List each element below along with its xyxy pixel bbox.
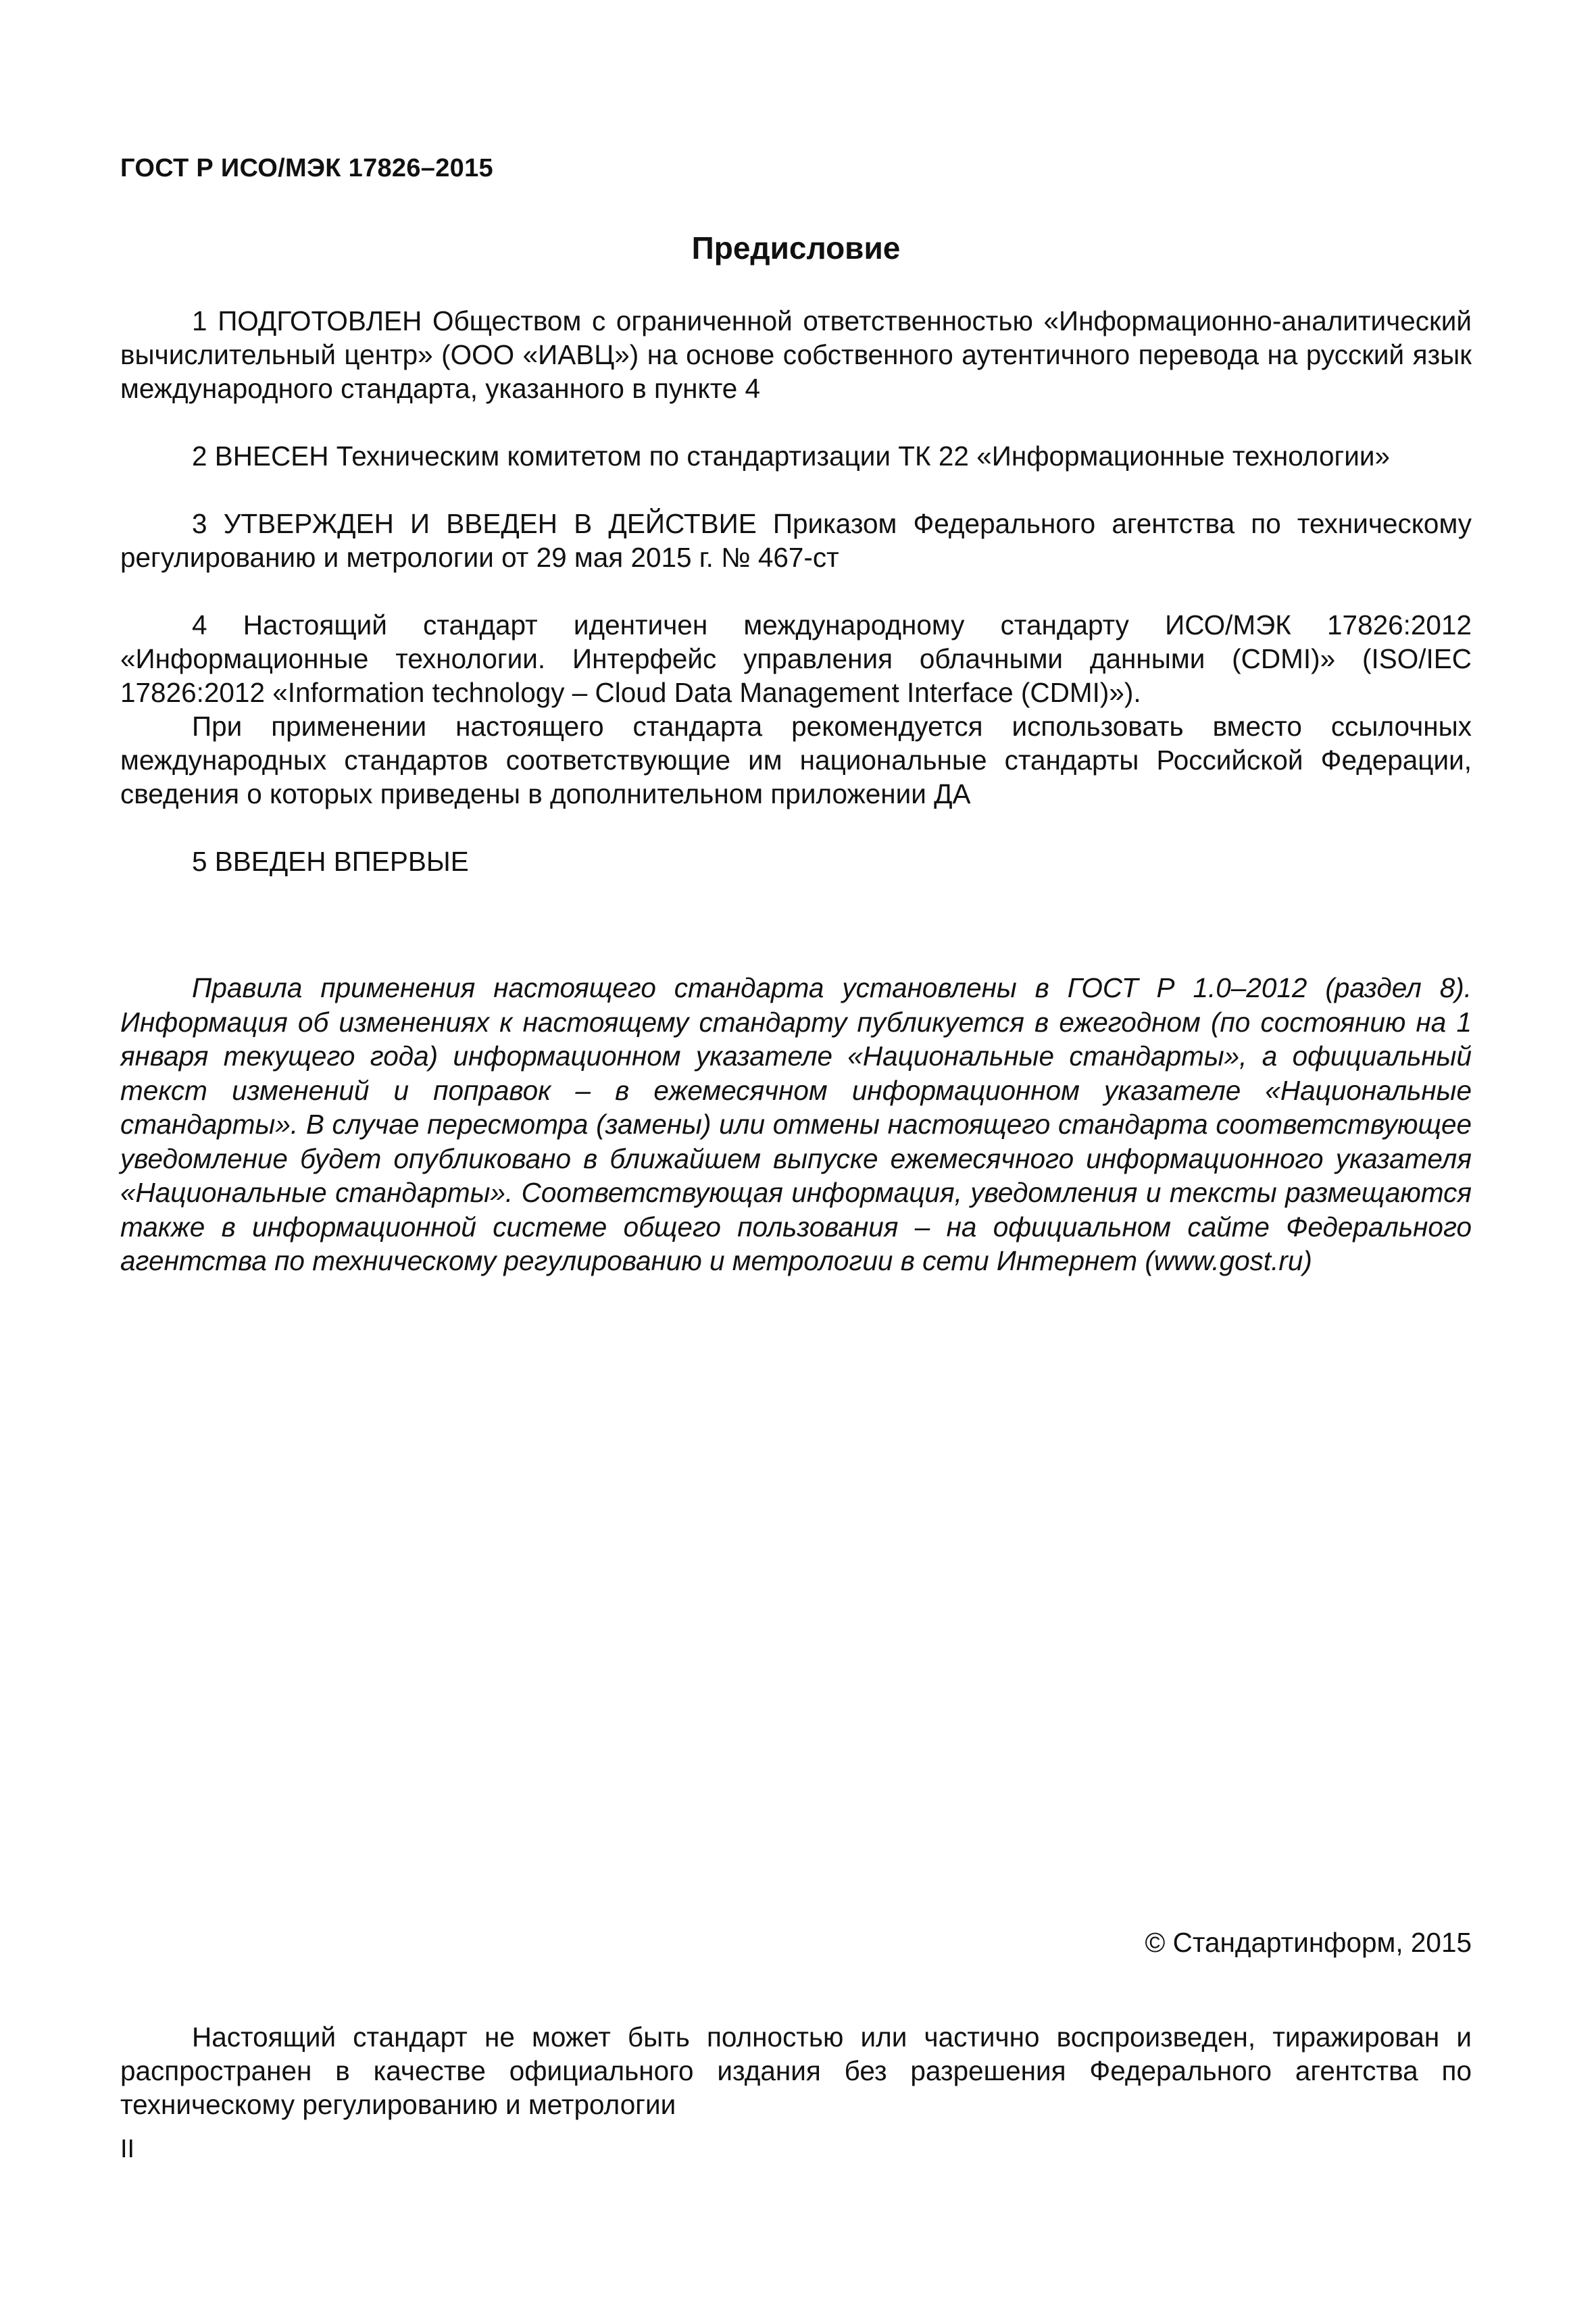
foreword-item-2: 2 ВНЕСЕН Техническим комитетом по стандартизации ТК 22 «Информационные технологии» (192, 441, 1391, 472)
foreword-items (120, 304, 1472, 912)
page-number: II (120, 2135, 135, 2163)
page-title: Предисловие (691, 230, 901, 266)
document-code-header: ГОСТ Р ИСО/МЭК 17826–2015 (120, 154, 493, 182)
usage-rules-note: Правила применения настоящего стандарта установлены в ГОСТ Р 1.0–2012 (раздел 8). Информация об изменениях к настоящему стандарту публикуется в ежегодном (по состоянию на 1 января текущего года) информационном указателе «Национальные стандарты», а официальный текст изменений и поправок – в ежемесячном информационном указателе «Национальные стандарты». В случае пересмотра (замены) или отмены настоящего стандарта соответствующее уведомление будет опубликовано в ближайшем выпуске ежемесячного информационного указателя «Национальные стандарты». Соответствующая информация, уведомления и тексты размещаются также в информационной системе общего пользования – на официальном сайте Федерального агентства по техническому регулированию и метрологии в сети Интернет (www.gost.ru) (120, 972, 1472, 1276)
foreword-item-1: 1 ПОДГОТОВЛЕН Обществом с ограниченной ответственностью «Информационно-аналитический вычислительный центр» (ООО «ИАВЦ») на основе собственного аутентичного перевода на русский язык международного стандарта, указанного в пункте 4 (120, 305, 1472, 404)
foreword-item-5: 5 ВВЕДЕН ВПЕРВЫЕ (192, 846, 469, 877)
foreword-item-4: 4 Настоящий стандарт идентичен международному стандарту ИСО/МЭК 17826:2012 «Информационные технологии. Интерфейс управления облачными данными (CDMI)» (ISO/IEC 17826:2012 «Information technology – Cloud Data Management Interface (CDMI)»). (120, 609, 1472, 708)
copyright-notice: © Стандартинформ, 2015 (1145, 1927, 1472, 1958)
foreword-item-3: 3 УТВЕРЖДЕН И ВВЕДЕН В ДЕЙСТВИЕ Приказом Федерального агентства по техническому регулированию и метрологии от 29 мая 2015 г. № 467-ст (120, 508, 1472, 573)
foreword-item-4-continuation: При применении настоящего стандарта рекомендуется использовать вместо ссылочных международных стандартов соответствующие им национальные стандарты Российской Федерации, сведения о которых приведены в дополнительном приложении ДА (120, 711, 1472, 809)
reproduction-restriction-notice: Настоящий стандарт не может быть полностью или частично воспроизведен, тиражирован и распространен в качестве официального издания без разрешения Федерального агентства по техническому регулированию и метрологии (120, 2021, 1472, 2120)
